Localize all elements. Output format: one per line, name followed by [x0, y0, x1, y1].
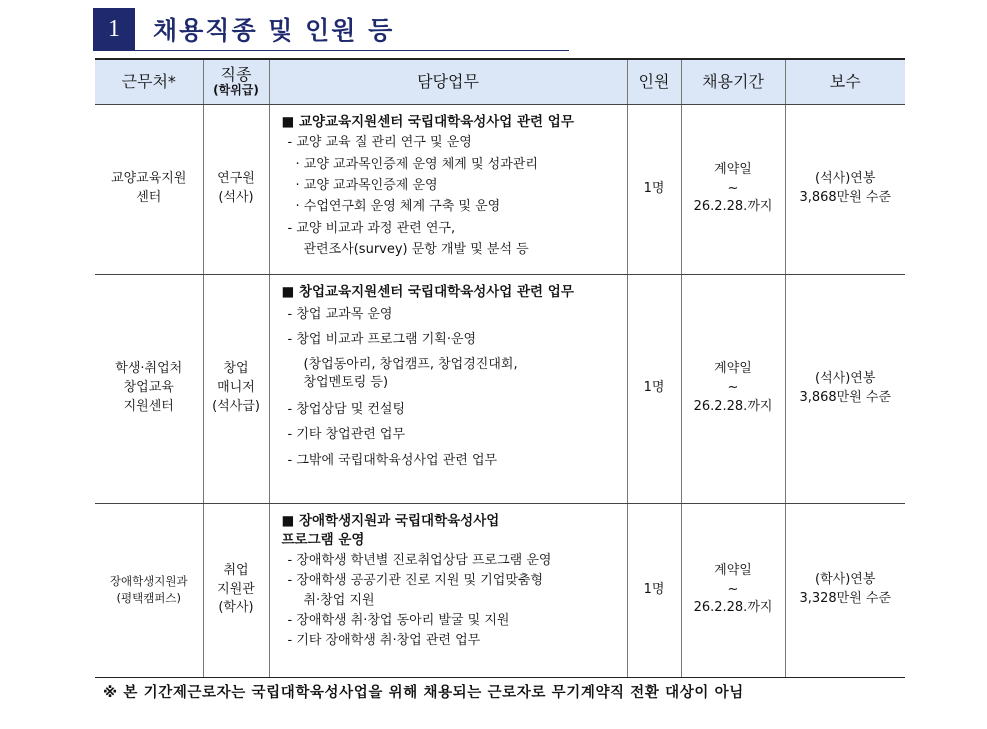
header-job-type-label: 직종	[220, 64, 252, 84]
headcount-cell: 1명	[627, 104, 681, 274]
job-type-cell: 창업 매니저 (석사급)	[203, 274, 269, 503]
table-row	[95, 274, 905, 503]
duty-item: - 그밖에 국립대학육성사업 관련 업무	[287, 452, 498, 468]
section-number: 1	[93, 8, 135, 50]
duty-item: - 장애학생 공공기관 진로 지원 및 기업맞춤형	[287, 572, 544, 588]
table-row	[95, 503, 905, 677]
title-underline	[93, 50, 569, 51]
duty-item: · 교양 교과목인증제 운영 체계 및 성과관리	[295, 156, 538, 172]
salary-cell: (학사)연봉 3,328만원 수준	[785, 503, 905, 677]
header-job-type	[203, 59, 269, 104]
duty-item: - 교양 비교과 과정 관련 연구,	[287, 220, 456, 236]
duty-item: - 창업 교과목 운영	[287, 307, 393, 323]
duty-title: ■ 교양교육지원센터 국립대학육성사업 관련 업무	[281, 113, 574, 130]
header-salary: 보수	[785, 59, 905, 104]
duty-item: 관련조사(survey) 문항 개발 및 분석 등	[303, 242, 529, 258]
duty-item: · 교양 교과목인증제 운영	[295, 177, 438, 193]
period-cell: 계약일 ~ 26.2.28.까지	[681, 503, 785, 677]
workplace-cell: 교양교육지원 센터	[95, 104, 203, 274]
duty-item: 취·창업 지원	[303, 592, 375, 608]
duty-item: - 교양 교육 질 관리 연구 및 운영	[287, 135, 472, 151]
table-row	[95, 104, 905, 274]
duty-item: - 기타 장애학생 취·창업 관련 업무	[287, 633, 481, 649]
duty-item: - 창업 비교과 프로그램 기획·운영	[287, 332, 477, 348]
duty-title: ■ 창업교육지원센터 국립대학육성사업 관련 업무	[281, 283, 574, 300]
workplace-cell: 학생·취업처 창업교육 지원센터	[95, 274, 203, 503]
headcount-cell: 1명	[627, 274, 681, 503]
table-header-row	[95, 59, 905, 104]
duties-cell	[269, 104, 627, 274]
recruitment-table	[95, 58, 905, 678]
duty-title: ■ 장애학생지원과 국립대학육성사업 프로그램 운영	[281, 512, 500, 549]
section-title: 채용직종 및 인원 등	[153, 16, 395, 45]
header-headcount: 인원	[627, 59, 681, 104]
duty-item: - 창업상담 및 컨설팅	[287, 402, 406, 418]
duty-item: - 장애학생 취·창업 동아리 발굴 및 지원	[287, 613, 510, 629]
duty-item: (창업동아리, 창업캠프, 창업경진대회, 창업멘토링 등)	[303, 356, 518, 390]
duty-item: - 장애학생 학년별 진로취업상담 프로그램 운영	[287, 552, 552, 568]
header-period: 채용기간	[681, 59, 785, 104]
salary-cell: (석사)연봉 3,868만원 수준	[785, 104, 905, 274]
workplace-cell: 장애학생지원과 (평택캠퍼스)	[95, 503, 203, 677]
header-workplace: 근무처*	[95, 59, 203, 104]
duty-item: - 기타 창업관련 업무	[287, 427, 406, 443]
duty-item: · 수업연구회 운영 체계 구축 및 운영	[295, 199, 501, 215]
salary-cell: (석사)연봉 3,868만원 수준	[785, 274, 905, 503]
period-cell: 계약일 ~ 26.2.28.까지	[681, 274, 785, 503]
headcount-cell: 1명	[627, 503, 681, 677]
job-type-cell: 연구원 (석사)	[203, 104, 269, 274]
duties-cell	[269, 274, 627, 503]
duties-cell	[269, 503, 627, 677]
header-job-type-sub: (학위급)	[213, 83, 259, 98]
period-cell: 계약일 ~ 26.2.28.까지	[681, 104, 785, 274]
job-type-cell: 취업 지원관 (학사)	[203, 503, 269, 677]
header-duties: 담당업무	[269, 59, 627, 104]
footnote: ※ 본 기간제근로자는 국립대학육성사업을 위해 채용되는 근로자로 무기계약직 전환 대상이 아님	[103, 685, 744, 701]
section-header	[93, 8, 394, 50]
